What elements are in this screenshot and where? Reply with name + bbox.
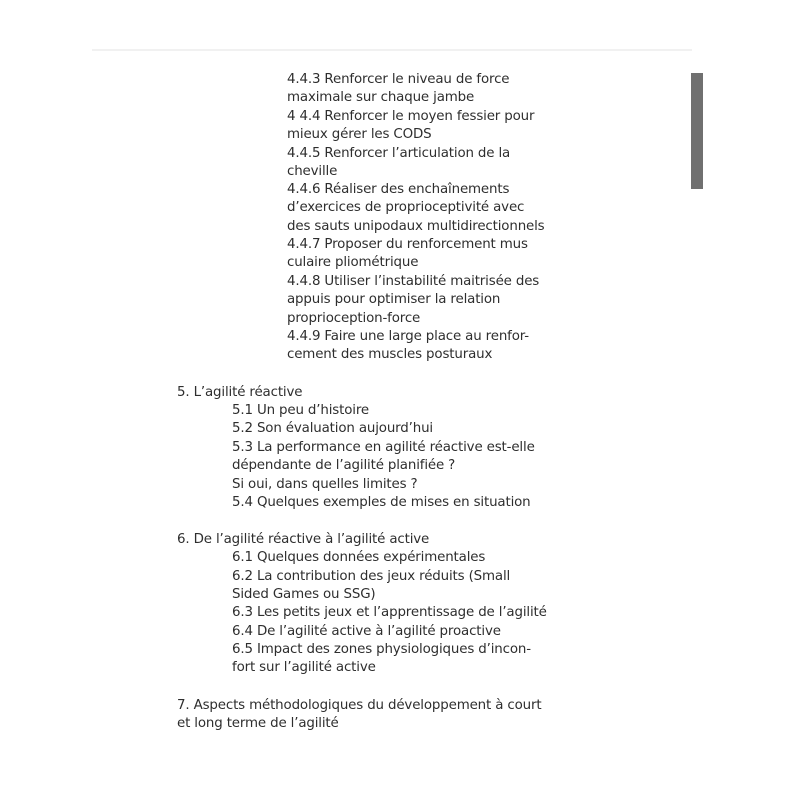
toc-entry-4-4-3-line2: maximale sur chaque jambe xyxy=(287,90,475,105)
toc-entry-5-2: 5.2 Son évaluation aujourd’hui xyxy=(232,421,433,436)
toc-entry-4-4-9-line1: 4.4.9 Faire une large place au renfor- xyxy=(287,329,529,344)
toc-entry-6-2-line2: Sided Games ou SSG) xyxy=(232,587,376,602)
toc-entry-6-2-line1: 6.2 La contribution des jeux réduits (Small xyxy=(232,569,511,584)
toc-entry-5-3-line2: dépendante de l’agilité planifiée ? xyxy=(232,458,456,473)
toc-entry-6-5-line1: 6.5 Impact des zones physiologiques d’incon- xyxy=(232,642,531,657)
toc-section-6-title: 6. De l’agilité réactive à l’agilité active xyxy=(177,532,430,547)
toc-entry-6-1: 6.1 Quelques données expérimentales xyxy=(232,550,486,565)
toc-entry-4-4-4-line2: mieux gérer les CODS xyxy=(287,127,432,142)
toc-entry-4-4-4-line1: 4 4.4 Renforcer le moyen fessier pour xyxy=(287,109,535,124)
toc-entry-4-4-8-line2: appuis pour optimiser la relation xyxy=(287,292,501,307)
toc-section-5-title: 5. L’agilité réactive xyxy=(177,385,303,400)
toc-entry-5-1: 5.1 Un peu d’histoire xyxy=(232,403,369,418)
toc-entry-5-4: 5.4 Quelques exemples de mises en situation xyxy=(232,495,531,510)
toc-entry-6-3: 6.3 Les petits jeux et l’apprentissage de l’agilité xyxy=(232,605,547,620)
toc-entry-4-4-6-line3: des sauts unipodaux multidirectionnels xyxy=(287,219,545,234)
toc-entry-4-4-7-line2: culaire pliométrique xyxy=(287,255,419,270)
toc-entry-4-4-7-line1: 4.4.7 Proposer du renforcement mus xyxy=(287,237,528,252)
toc-section-7-title-line2: et long terme de l’agilité xyxy=(177,716,339,731)
toc-entry-4-4-8-line1: 4.4.8 Utiliser l’instabilité maitrisée des xyxy=(287,274,540,289)
toc-entry-5-3-line3: Si oui, dans quelles limites ? xyxy=(232,477,418,492)
toc-entry-4-4-8-line3: proprioception-force xyxy=(287,311,421,326)
toc-section-7-title-line1: 7. Aspects méthodologiques du développement à court xyxy=(177,698,542,713)
toc-entry-5-3-line1: 5.3 La performance en agilité réactive est-elle xyxy=(232,440,535,455)
toc-entry-4-4-3-line1: 4.4.3 Renforcer le niveau de force xyxy=(287,72,510,87)
toc-entry-4-4-5-line2: cheville xyxy=(287,164,338,179)
toc-entry-4-4-6-line2: d’exercices de proprioceptivité avec xyxy=(287,200,525,215)
toc-entry-4-4-6-line1: 4.4.6 Réaliser des enchaînements xyxy=(287,182,510,197)
toc-entry-4-4-9-line2: cement des muscles posturaux xyxy=(287,347,493,362)
toc-entry-6-5-line2: fort sur l’agilité active xyxy=(232,660,376,675)
toc-entry-6-4: 6.4 De l’agilité active à l’agilité proactive xyxy=(232,624,501,639)
toc-entry-4-4-5-line1: 4.4.5 Renforcer l’articulation de la xyxy=(287,146,511,161)
